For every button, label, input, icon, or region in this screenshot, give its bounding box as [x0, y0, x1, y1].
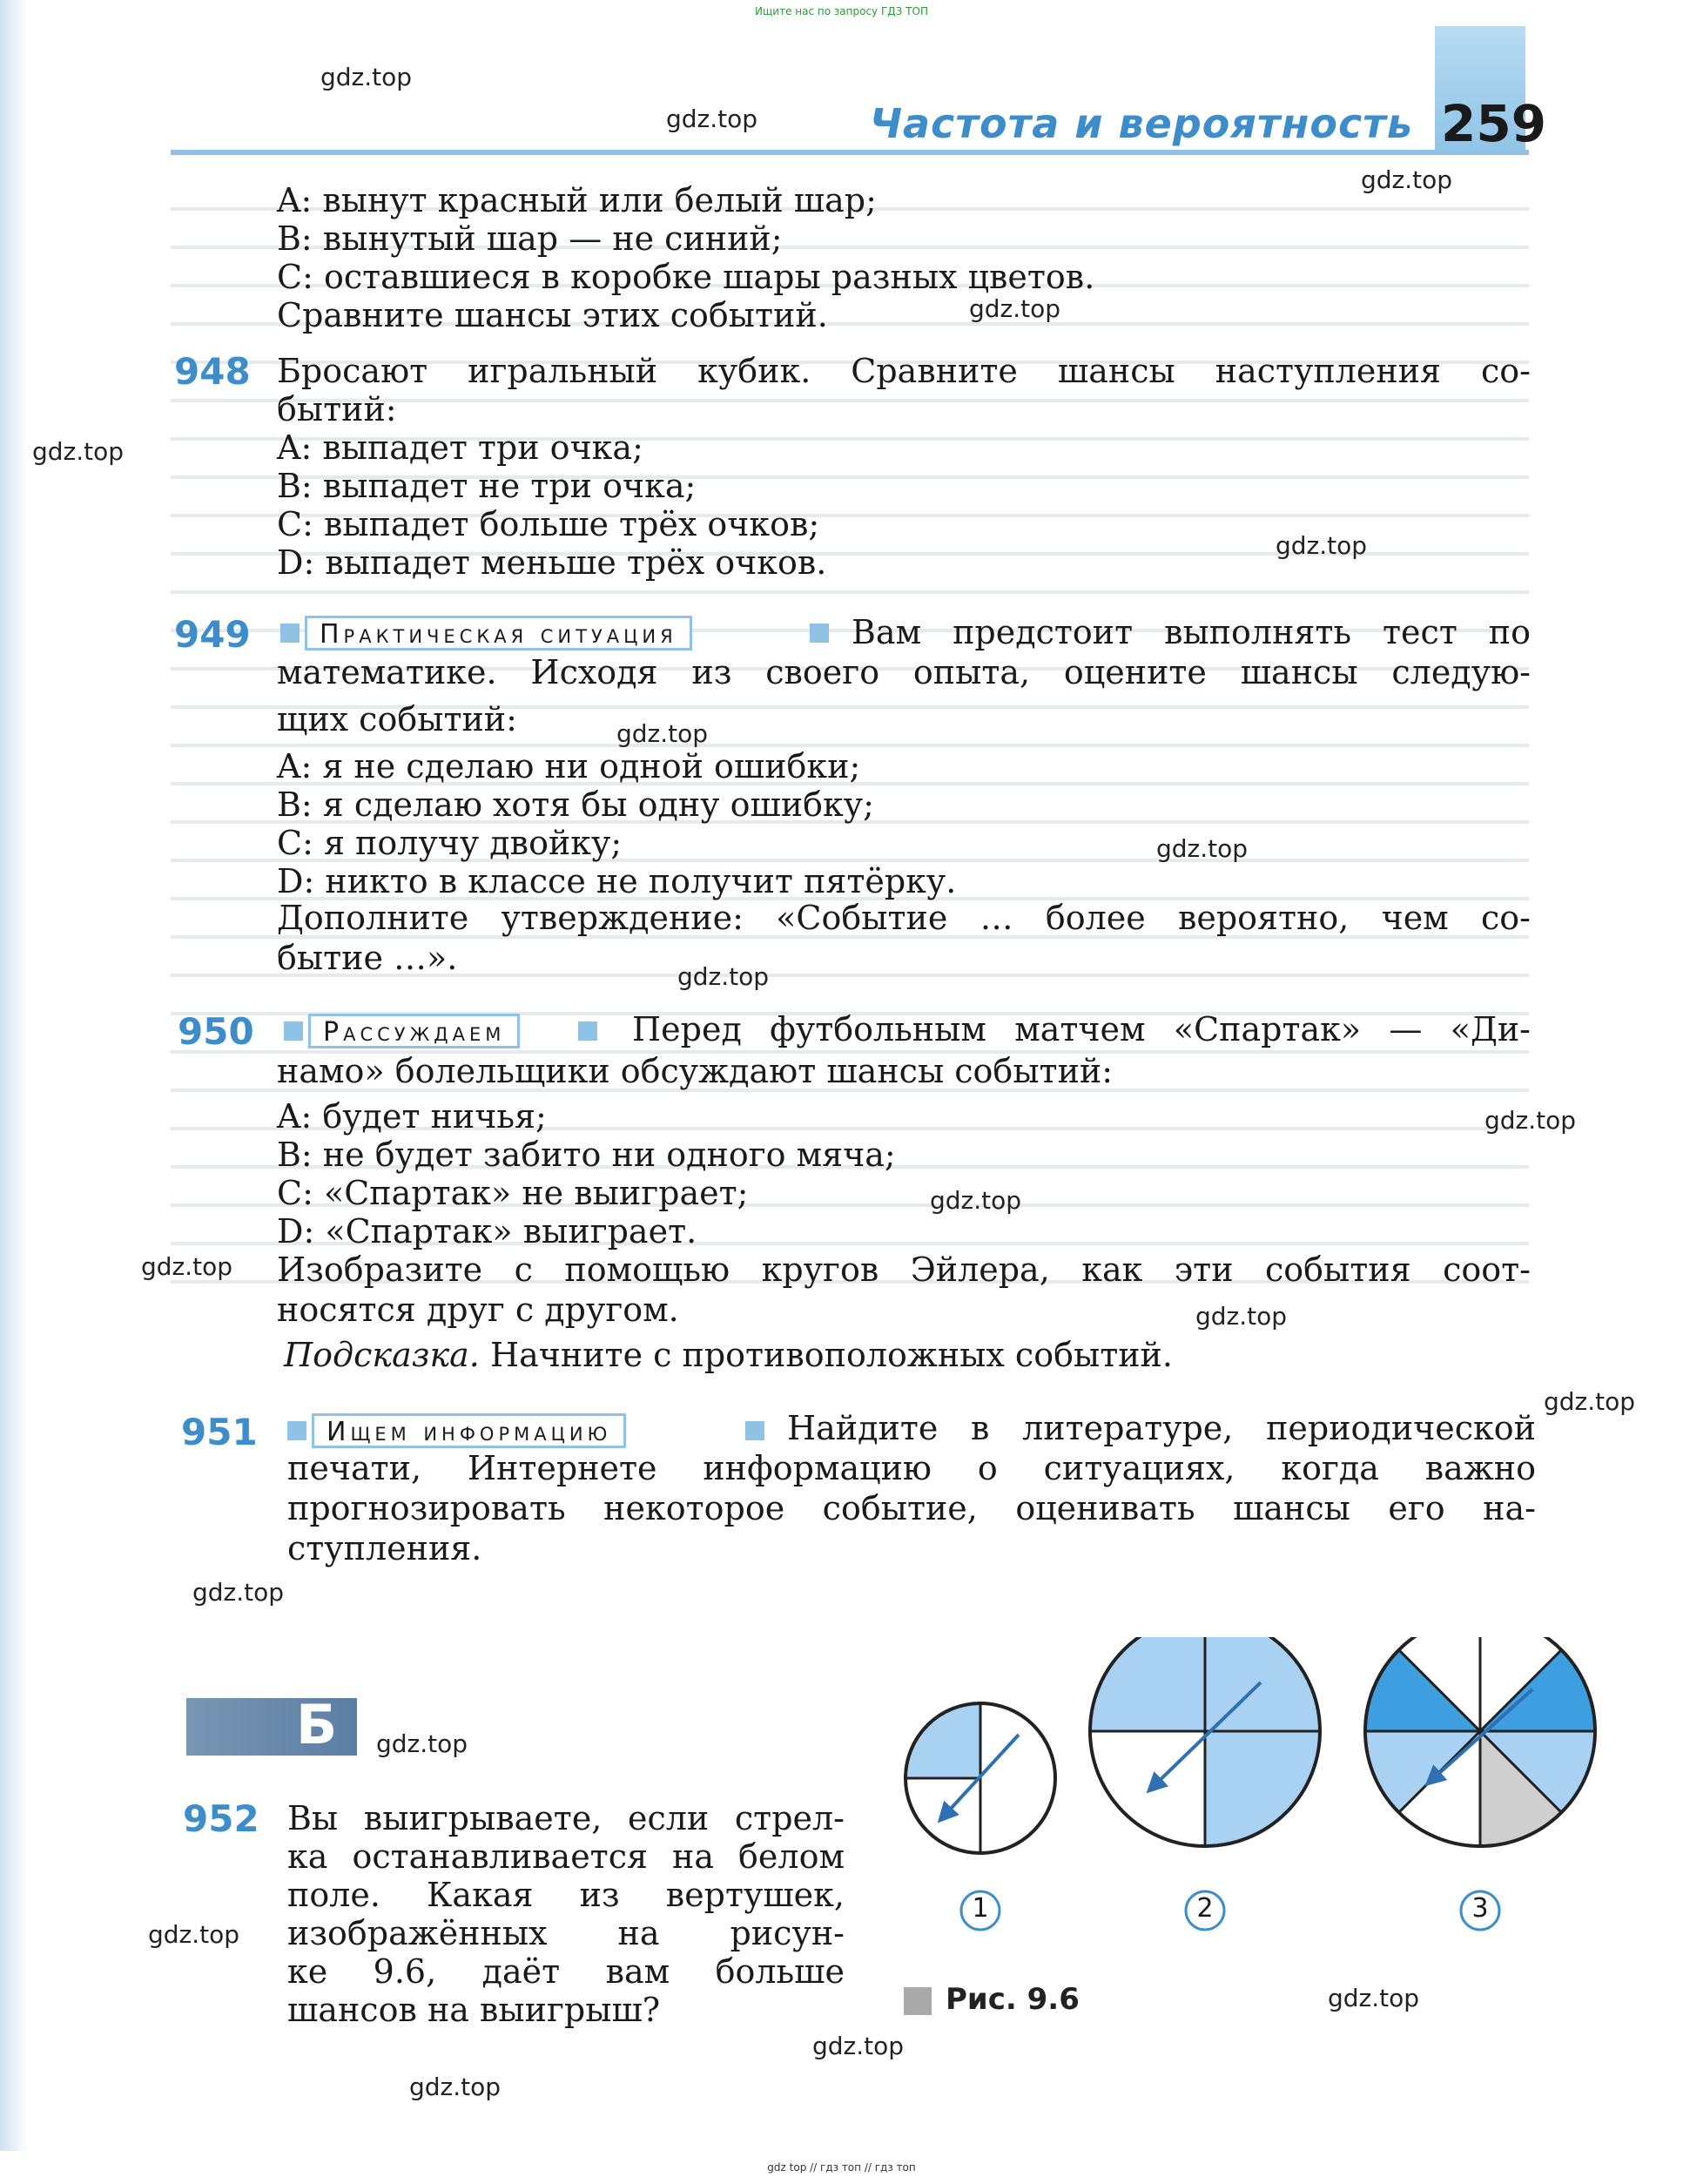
- tag-marker: [287, 1421, 306, 1440]
- task-line: Вам предстоит выполнять тест по: [852, 613, 1531, 651]
- task-line: ка останавливается на белом: [287, 1837, 845, 1876]
- watermark: gdz.top: [376, 1729, 468, 1758]
- spinner-3: [1365, 1637, 1595, 1846]
- event-line: C: «Спартак» не выиграет;: [277, 1174, 749, 1212]
- task-number: 951: [181, 1411, 258, 1453]
- watermark: gdz.top: [666, 104, 758, 133]
- watermark: gdz.top: [1156, 834, 1249, 863]
- task-line: шансов на выигрыш?: [287, 1991, 661, 2029]
- task-number: 952: [183, 1797, 259, 1840]
- event-line: A: выпадет три очка;: [277, 428, 643, 467]
- task-line: поле. Какая из вертушек,: [287, 1876, 845, 1914]
- running-title: Частота и вероятность: [869, 100, 1413, 147]
- header-rule: [171, 150, 1529, 155]
- task-line: Найдите в литературе, периодической: [787, 1409, 1536, 1447]
- hint-label: Подсказка.: [284, 1336, 480, 1374]
- task-tag: Ищем информацию: [312, 1413, 626, 1448]
- task-line: щих событий:: [277, 700, 517, 738]
- figure-caption: Рис. 9.6: [946, 1982, 1080, 2017]
- hint-text: Начните с противоположных событий.: [489, 1336, 1173, 1374]
- watermark: gdz.top: [1276, 531, 1368, 560]
- event-line: C: выпадет больше трёх очков;: [277, 505, 820, 543]
- task-line: намо» болельщики обсуждают шансы событий:: [277, 1052, 1114, 1090]
- tag-marker: [578, 1021, 597, 1041]
- spinner-1-label: 1: [972, 1893, 989, 1924]
- top-note: Ищите нас по запросу ГДЗ ТОП: [755, 5, 928, 17]
- task-line: Сравните шансы этих событий.: [277, 296, 828, 334]
- spinner-2: [1090, 1637, 1320, 1846]
- event-line: D: «Спартак» выиграет.: [277, 1212, 697, 1250]
- watermark: gdz.top: [1484, 1106, 1577, 1135]
- task-number: 950: [178, 1010, 254, 1053]
- section-letter: Б: [296, 1693, 338, 1756]
- event-line: B: выпадет не три очка;: [277, 467, 697, 505]
- task-line: ке 9.6, даёт вам больше: [287, 1952, 845, 1991]
- watermark: gdz.top: [1328, 1984, 1420, 2012]
- watermark: gdz.top: [409, 2073, 502, 2101]
- page-number: 259: [1441, 94, 1547, 153]
- spinner-1: [905, 1703, 1055, 1853]
- tag-marker: [280, 624, 300, 643]
- caption-marker: [904, 1987, 932, 2015]
- event-line: B: не будет забито ни одного мяча;: [277, 1136, 896, 1174]
- tag-marker: [745, 1421, 764, 1440]
- watermark: gdz.top: [1361, 165, 1453, 194]
- task-line: изображённых на рисун-: [287, 1914, 845, 1952]
- task-line: бытие …».: [277, 939, 458, 977]
- event-line: A: вынут красный или белый шар;: [277, 181, 877, 219]
- task-line: математике. Исходя из своего опыта, оцените шансы следую-: [277, 653, 1531, 691]
- task-line: бытий:: [277, 390, 397, 428]
- task-number: 949: [174, 613, 251, 656]
- watermark: gdz.top: [969, 294, 1061, 323]
- task-line: Перед футбольным матчем «Спартак» — «Ди-: [632, 1010, 1531, 1048]
- task-line: носятся друг с другом.: [277, 1291, 679, 1329]
- bottom-note: gdz top // гдз топ // гдз топ: [767, 2161, 916, 2174]
- event-line: A: я не сделаю ни одной ошибки;: [277, 747, 861, 785]
- watermark: gdz.top: [141, 1252, 233, 1281]
- page-edge-shadow: [0, 0, 26, 2151]
- hint-line: [284, 1336, 1173, 1374]
- task-line: прогнозировать некоторое событие, оценивать шансы его на-: [287, 1489, 1536, 1527]
- watermark: gdz.top: [930, 1186, 1022, 1215]
- watermark: gdz.top: [1544, 1387, 1636, 1416]
- watermark: gdz.top: [320, 63, 413, 91]
- event-line: B: я сделаю хотя бы одну ошибку;: [277, 785, 874, 824]
- event-line: B: вынутый шар — не синий;: [277, 219, 783, 258]
- event-line: C: оставшиеся в коробке шары разных цветов.: [277, 258, 1095, 296]
- watermark: gdz.top: [1195, 1302, 1288, 1331]
- watermark: gdz.top: [812, 2032, 905, 2060]
- watermark: gdz.top: [677, 962, 770, 991]
- task-line: Изобразите с помощью кругов Эйлера, как эти события соот-: [277, 1250, 1531, 1289]
- watermark: gdz.top: [616, 719, 709, 748]
- task-tag: Практическая ситуация: [305, 616, 692, 650]
- task-tag: Рассуждаем: [308, 1014, 520, 1048]
- task-line: Бросают игральный кубик. Сравните шансы наступления со-: [277, 352, 1531, 390]
- spinner-3-label: 3: [1471, 1893, 1489, 1924]
- task-line: Вы выигрываете, если стрел-: [287, 1799, 845, 1837]
- tag-marker: [284, 1021, 303, 1041]
- watermark: gdz.top: [148, 1920, 240, 1949]
- watermark: gdz.top: [192, 1578, 285, 1607]
- watermark: gdz.top: [32, 437, 125, 466]
- task-line: ступления.: [287, 1529, 482, 1567]
- task-line: печати, Интернете информацию о ситуациях, когда важно: [287, 1449, 1536, 1487]
- event-line: C: я получу двойку;: [277, 824, 623, 862]
- tag-marker: [810, 624, 829, 643]
- event-line: A: будет ничья;: [277, 1097, 547, 1136]
- event-line: D: никто в классе не получит пятёрку.: [277, 862, 957, 900]
- spinner-2-label: 2: [1196, 1893, 1214, 1924]
- task-line: Дополните утверждение: «Событие … более вероятно, чем со-: [277, 899, 1531, 937]
- event-line: D: выпадет меньше трёх очков.: [277, 543, 827, 582]
- task-number: 948: [174, 350, 251, 393]
